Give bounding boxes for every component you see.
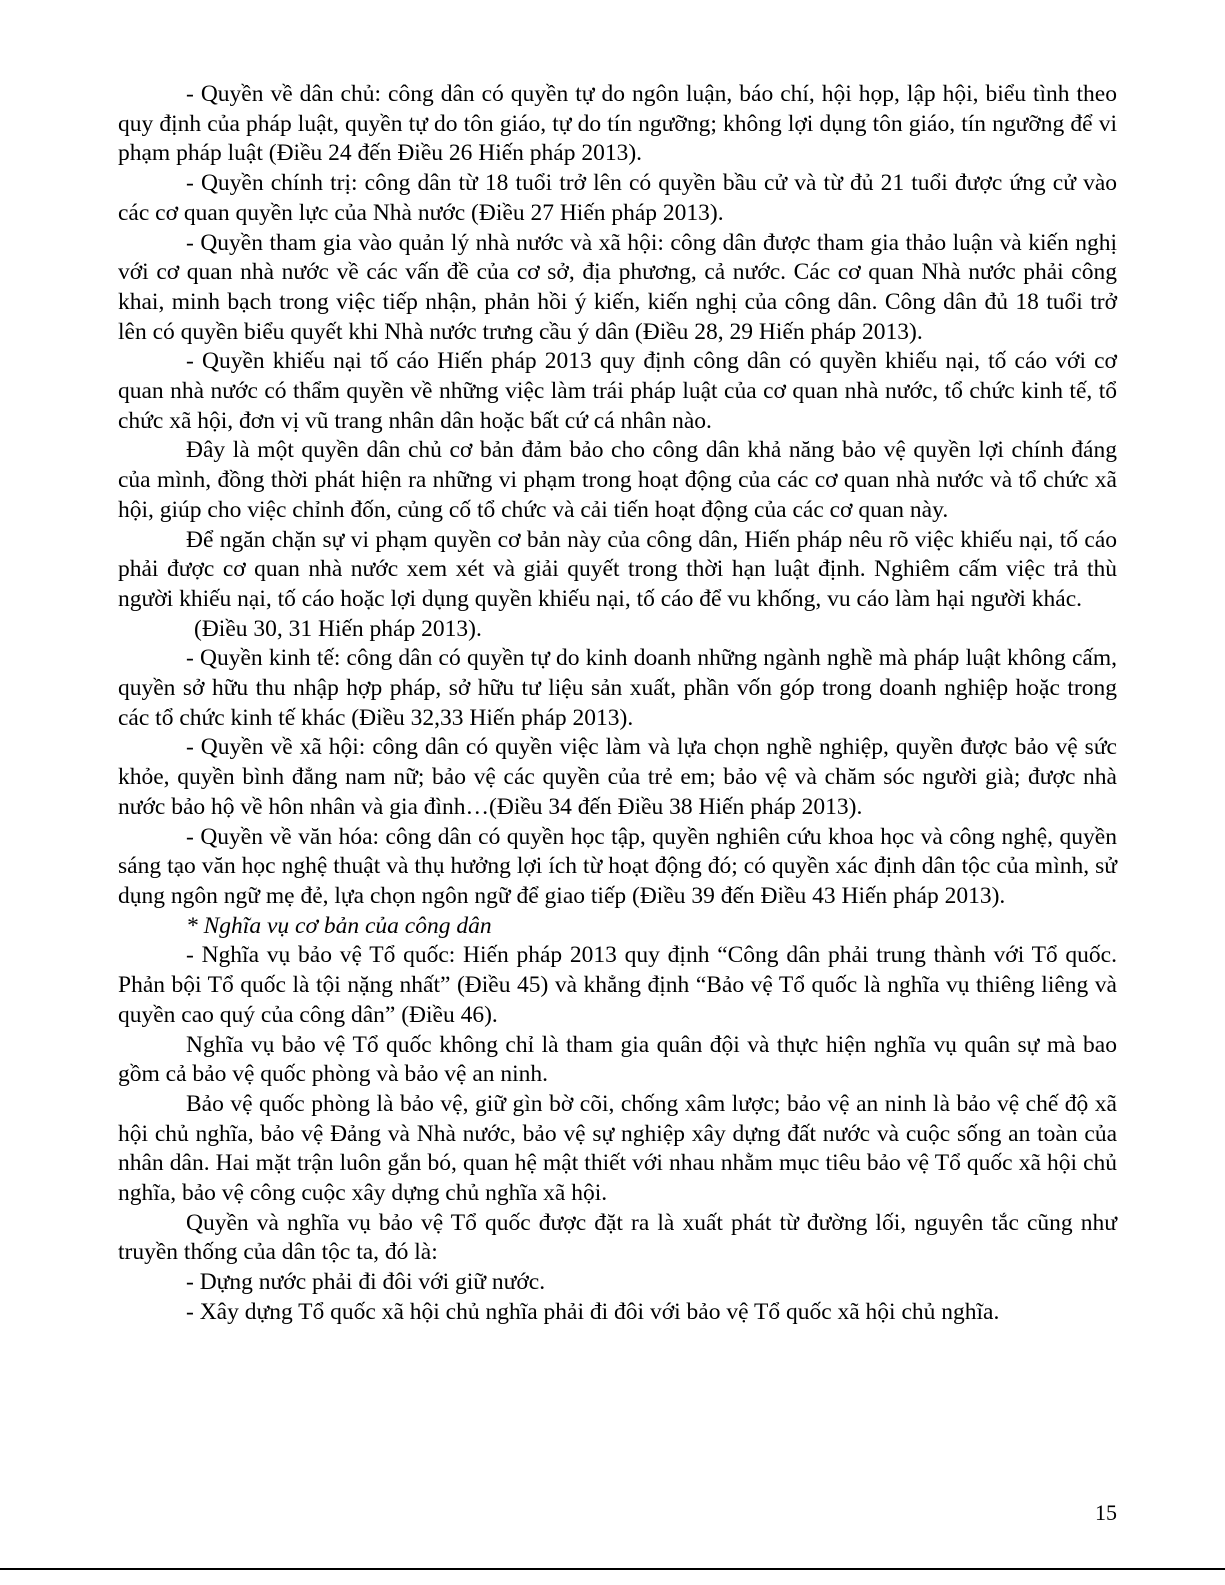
paragraph-right-democracy: - Quyền về dân chủ: công dân có quyền tự do ngôn luận, báo chí, hội họp, lập hội, biểu tình theo quy định của pháp luật, quyền tự do tôn giáo, tự do tín ngưỡng; không lợi dụng tôn giáo, tín ngưỡng để vi phạm pháp luật (Điều 24 đến Điều 26 Hiến pháp 2013).: [118, 81, 1117, 167]
paragraph-origin: Quyền và nghĩa vụ bảo vệ Tổ quốc được đặt ra là xuất phát từ đường lối, nguyên tắc cũng như truyền thống của dân tộc ta, đó là:: [118, 1209, 1117, 1266]
paragraph-defense-scope: Nghĩa vụ bảo vệ Tổ quốc không chỉ là tham gia quân đội và thực hiện nghĩa vụ quân sự mà bao gồm cả bảo vệ quốc phòng và bảo vệ an ninh.: [118, 1031, 1117, 1088]
paragraph-defense-obligation: - Nghĩa vụ bảo vệ Tổ quốc: Hiến pháp 2013 quy định “Công dân phải trung thành với Tổ quốc. Phản bội Tổ quốc là tội nặng nhất” (Điều 45) và khẳng định “Bảo vệ Tổ quốc là nghĩa vụ thiêng liêng và quyền cao quý của công dân” (Điều 46).: [118, 942, 1117, 1028]
document-body: [118, 80, 1117, 1328]
paragraph-prevention: Để ngăn chặn sự vi phạm quyền cơ bản này của công dân, Hiến pháp nêu rõ việc khiếu nại, tố cáo phải được cơ quan nhà nước xem xét và giải quyết trong thời hạn luật định. Nghiêm cấm việc trả thù người khiếu nại, tố cáo hoặc lợi dụng quyền khiếu nại, tố cáo để vu khống, vu cáo làm hại người khác.: [118, 526, 1117, 612]
paragraph-socialist-defense: - Xây dựng Tổ quốc xã hội chủ nghĩa phải đi đôi với bảo vệ Tổ quốc xã hội chủ nghĩa.: [186, 1298, 1000, 1325]
paragraph-cultural-rights: - Quyền về văn hóa: công dân có quyền học tập, quyền nghiên cứu khoa học và công nghệ, quyền sáng tạo văn học nghệ thuật và thụ hưởng lợi ích từ hoạt động đó; có quyền xác định dân tộc của mình, sử dụng ngôn ngữ mẹ đẻ, lựa chọn ngôn ngữ để giao tiếp (Điều 39 đến Điều 43 Hiến pháp 2013).: [118, 823, 1117, 909]
paragraph-democratic-right: Đây là một quyền dân chủ cơ bản đảm bảo cho công dân khả năng bảo vệ quyền lợi chính đáng của mình, đồng thời phát hiện ra những vi phạm trong hoạt động của các cơ quan nhà nước và tổ chức xã hội, giúp cho việc chỉnh đốn, củng cố tổ chức và cải tiến hoạt động của các cơ quan này.: [118, 437, 1117, 523]
paragraph-national-defense: Bảo vệ quốc phòng là bảo vệ, giữ gìn bờ cõi, chống xâm lược; bảo vệ an ninh là bảo vệ chế độ xã hội chủ nghĩa, bảo vệ Đảng và Nhà nước, bảo vệ sự nghiệp xây dựng đất nước và cuộc sống an toàn của nhân dân. Hai mặt trận luôn gắn bó, quan hệ mật thiết với nhau nhằm mục tiêu bảo vệ Tổ quốc xã hội chủ nghĩa, bảo vệ công cuộc xây dựng chủ nghĩa xã hội.: [118, 1090, 1117, 1207]
paragraph-economic-rights: - Quyền kinh tế: công dân có quyền tự do kinh doanh những ngành nghề mà pháp luật không cấm, quyền sở hữu thu nhập hợp pháp, sở hữu tư liệu sản xuất, phần vốn góp trong doanh nghiệp hoặc trong các tổ chức kinh tế khác (Điều 32,33 Hiến pháp 2013).: [118, 645, 1117, 731]
paragraph-article-reference: (Điều 30, 31 Hiến pháp 2013).: [194, 615, 482, 642]
paragraph-state-management: - Quyền tham gia vào quản lý nhà nước và xã hội: công dân được tham gia thảo luận và kiến nghị với cơ quan nhà nước về các vấn đề của cơ sở, địa phương, cả nước. Các cơ quan Nhà nước phải công khai, minh bạch trong việc tiếp nhận, phản hồi ý kiến, kiến nghị của công dân. Công dân đủ 18 tuổi trở lên có quyền biểu quyết khi Nhà nước trưng cầu ý dân (Điều 28, 29 Hiến pháp 2013).: [118, 229, 1117, 345]
paragraph-complaint-rights: - Quyền khiếu nại tố cáo Hiến pháp 2013 quy định công dân có quyền khiếu nại, tố cáo với cơ quan nhà nước có thẩm quyền về những việc làm trái pháp luật của cơ quan nhà nước, tổ chức kinh tế, tổ chức xã hội, đơn vị vũ trang nhân dân hoặc bất cứ cá nhân nào.: [118, 348, 1117, 434]
paragraph-social-rights: - Quyền về xã hội: công dân có quyền việc làm và lựa chọn nghề nghiệp, quyền được bảo vệ sức khỏe, quyền bình đẳng nam nữ; bảo vệ các quyền của trẻ em; bảo vệ và chăm sóc người già; được nhà nước bảo hộ về hôn nhân và gia đình…(Điều 34 đến Điều 38 Hiến pháp 2013).: [118, 734, 1117, 820]
page-number: 15: [1095, 1500, 1117, 1525]
page-bottom-rule: [0, 1568, 1225, 1570]
paragraph-build-and-defend: - Dựng nước phải đi đôi với giữ nước.: [186, 1269, 546, 1296]
paragraph-political-rights: - Quyền chính trị: công dân từ 18 tuổi trở lên có quyền bầu cử và từ đủ 21 tuổi được ứng cử vào các cơ quan quyền lực của Nhà nước (Điều 27 Hiến pháp 2013).: [118, 170, 1117, 226]
section-heading-obligations: * Nghĩa vụ cơ bản của công dân: [186, 912, 492, 939]
